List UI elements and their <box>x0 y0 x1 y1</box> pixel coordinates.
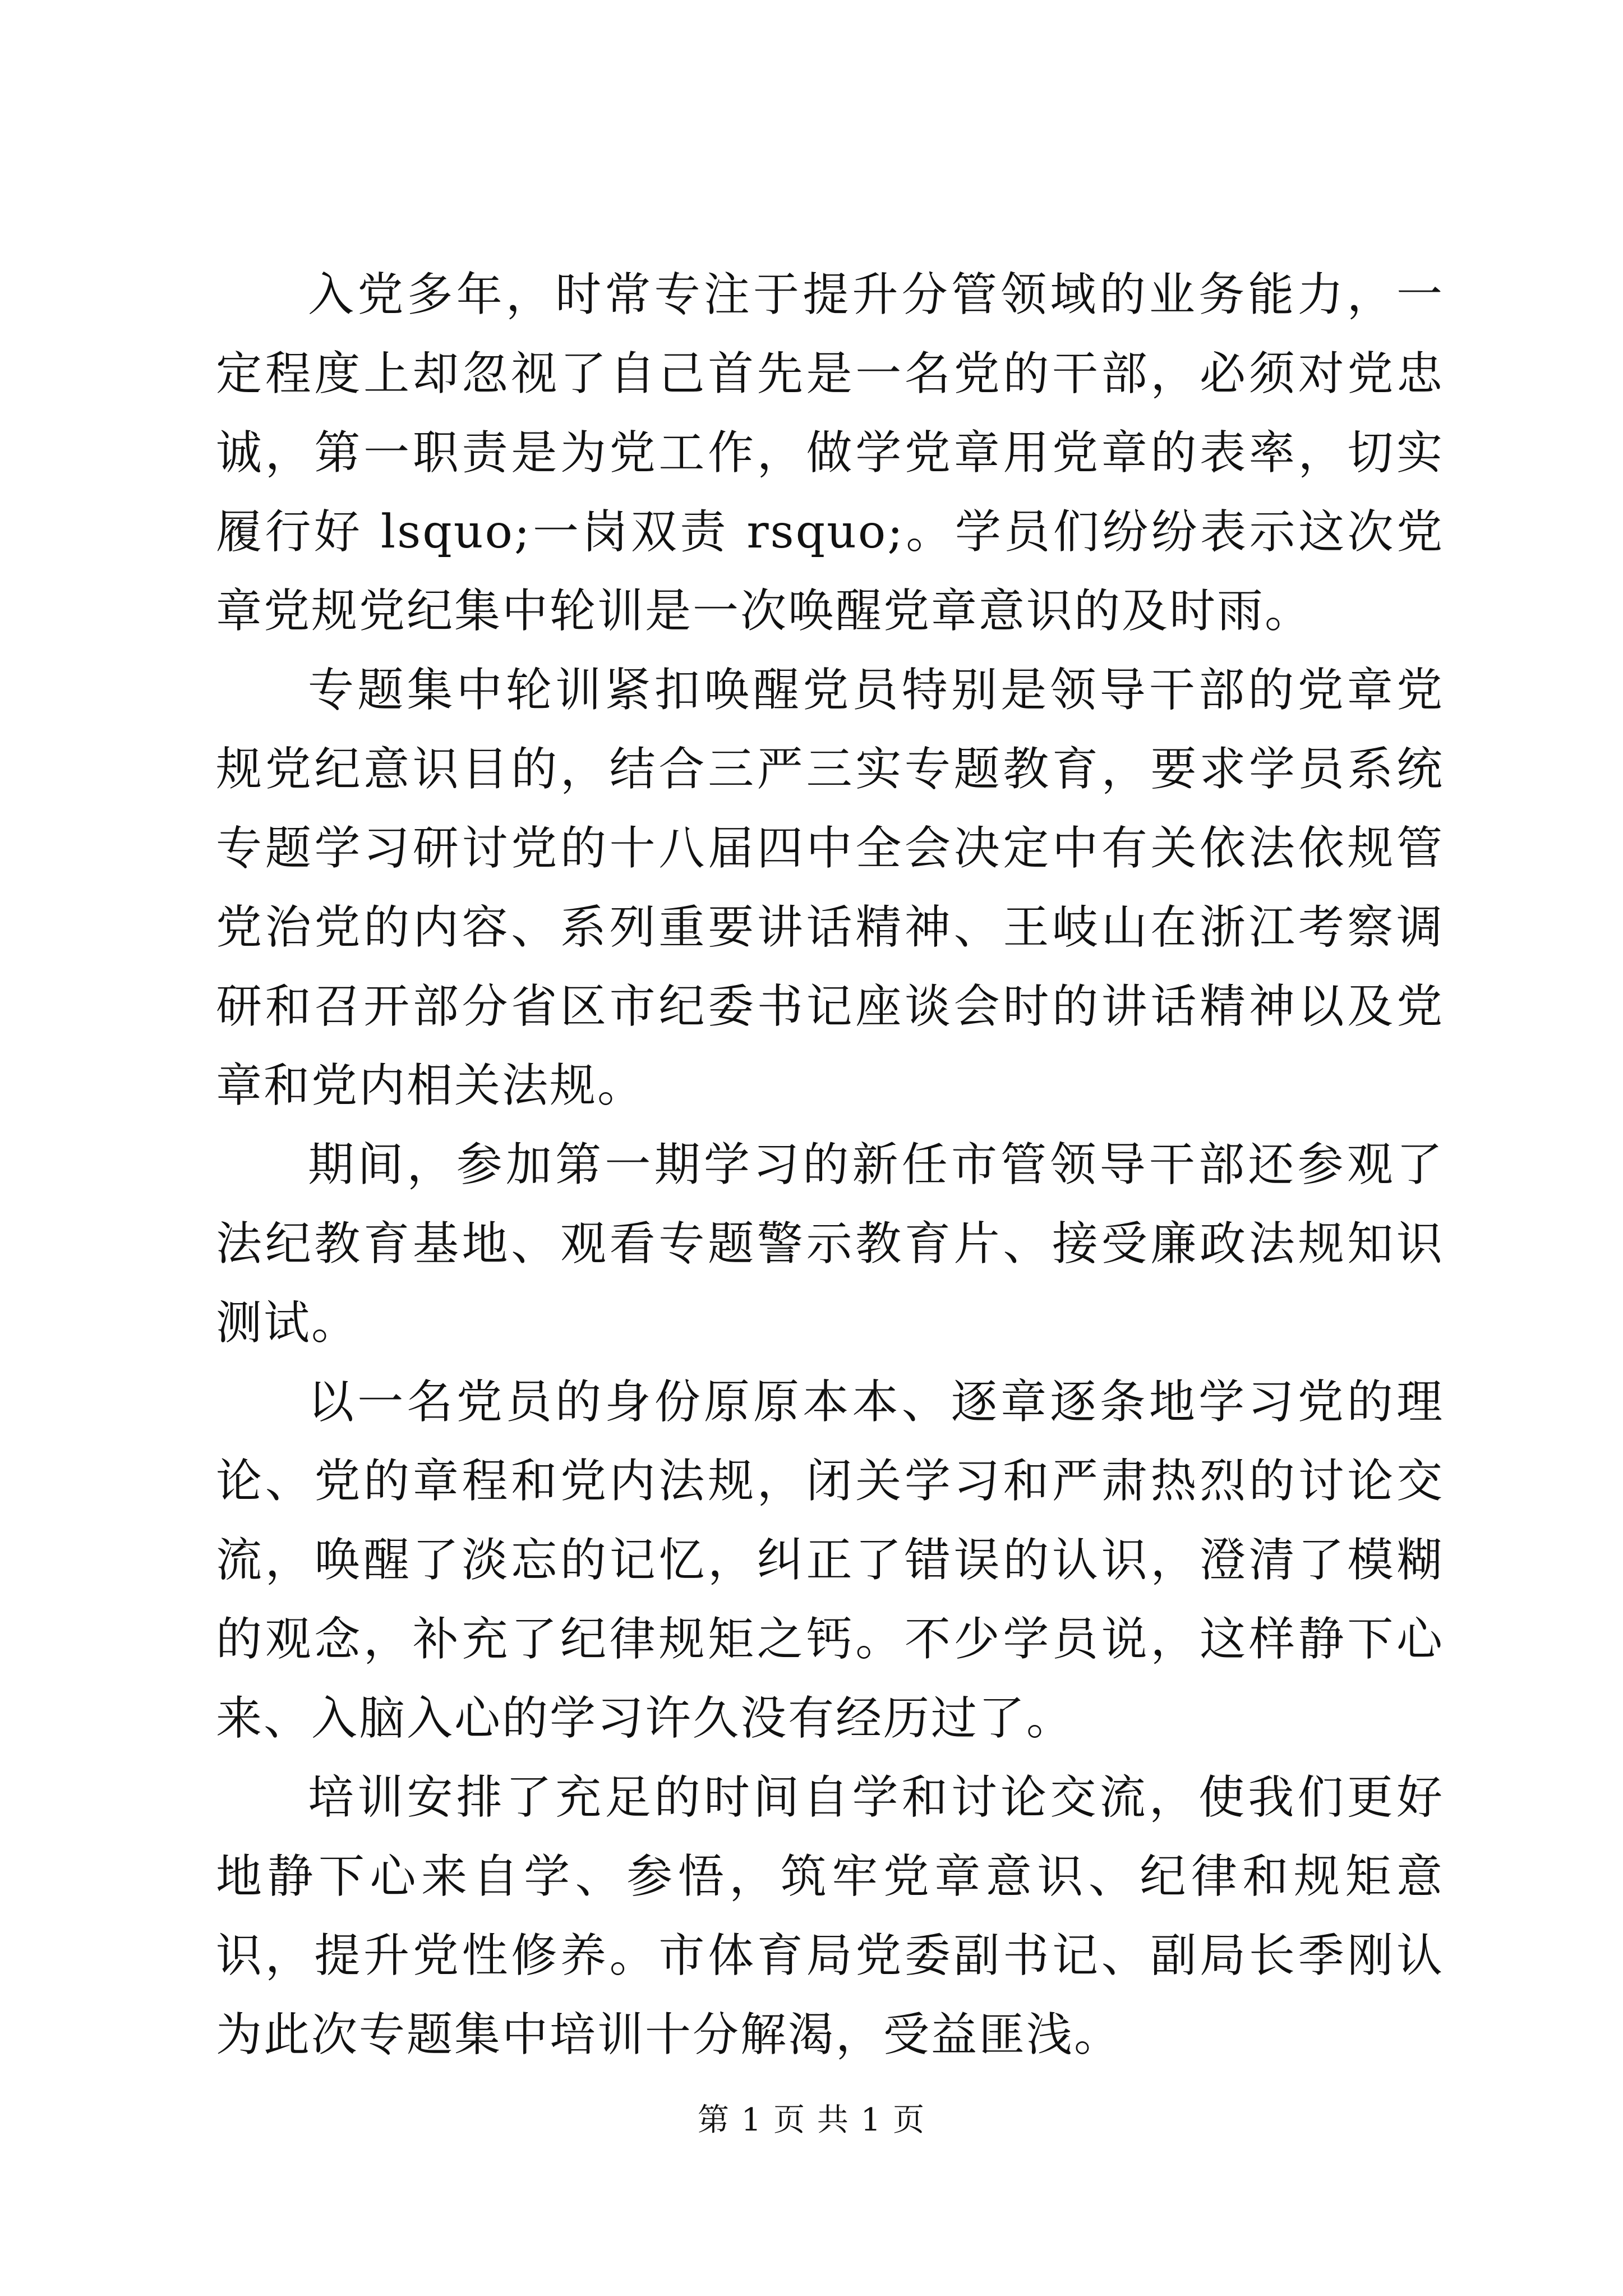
page-footer <box>0 2101 1623 2140</box>
page-number-label: 第 1 页 共 1 页 <box>697 2102 926 2138</box>
paragraph-5: 培训安排了充足的时间自学和讨论交流，使我们更好地静下心来自学、参悟，筑牢党章意识、纪律和规矩意识，提升党性修养。市体育局党委副书记、副局长季刚认为此次专题集中培训十分解渴，受益匪浅。 <box>216 1771 1444 2062</box>
paragraph-4: 以一名党员的身份原原本本、逐章逐条地学习党的理论、党的章程和党内法规，闭关学习和严肃热烈的讨论交流，唤醒了淡忘的记忆，纠正了错误的认识，澄清了模糊的观念，补充了纪律规矩之钙。不少学员说，这样静下心来、入脑入心的学习许久没有经历过了。 <box>216 1375 1444 1745</box>
paragraph-3: 期间，参加第一期学习的新任市管领导干部还参观了法纪教育基地、观看专题警示教育片、接受廉政法规知识测试。 <box>216 1138 1444 1350</box>
document-body <box>216 255 1444 2074</box>
paragraph-1: 入党多年，时常专注于提升分管领域的业务能力，一定程度上却忽视了自己首先是一名党的干部，必须对党忠诚，第一职责是为党工作，做学党章用党章的表率，切实履行好 lsquo;一岗双责 rsquo;。学员们纷纷表示这次党章党规党纪集中轮训是一次唤醒党章意识的及时雨。 <box>216 268 1444 638</box>
paragraph-2: 专题集中轮训紧扣唤醒党员特别是领导干部的党章党规党纪意识目的，结合三严三实专题教育，要求学员系统专题学习研讨党的十八届四中全会决定中有关依法依规管党治党的内容、系列重要讲话精神、王岐山在浙江考察调研和召开部分省区市纪委书记座谈会时的讲话精神以及党章和党内相关法规。 <box>216 664 1444 1112</box>
